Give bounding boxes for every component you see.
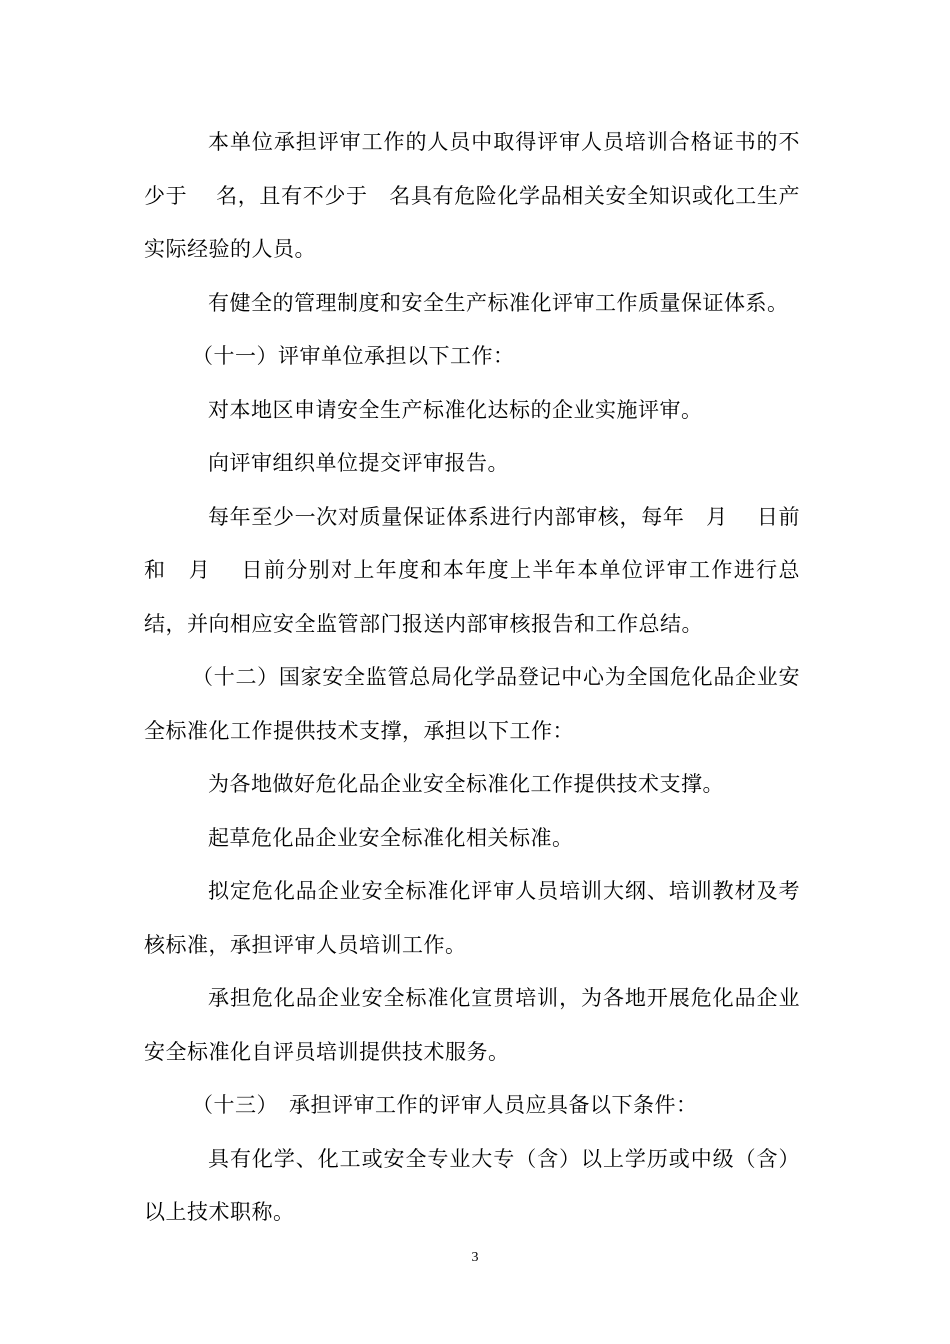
paragraph-3: 对本地区申请安全生产标准化达标的企业实施评审。 — [208, 397, 703, 422]
paragraph-6: 为各地做好危化品企业安全标准化工作提供技术支撑。 — [208, 772, 724, 796]
section-heading-12: （十二）国家安全监管总局化学品登记中心为全国危化品企业安全标准化工作提供技术支撑，承担以下工作： — [144, 665, 800, 743]
document-body — [144, 116, 800, 1240]
paragraph-2: 有健全的管理制度和安全生产标准化评审工作质量保证体系。 — [208, 290, 789, 315]
paragraph-10: 具有化学、化工或安全专业大专（含）以上学历或中级（含）以上技术职称。 — [144, 1146, 800, 1224]
section-heading-13: （十三） 承担评审工作的评审人员应具备以下条件： — [192, 1093, 698, 1117]
paragraph-7: 起草危化品企业安全标准化相关标准。 — [208, 825, 574, 850]
paragraph-8: 拟定危化品企业安全标准化评审人员培训大纲、培训教材及考核标准，承担评审人员培训工作。 — [144, 879, 800, 957]
paragraph-9: 承担危化品企业安全标准化宣贯培训，为各地开展危化品企业安全标准化自评员培训提供技术服务。 — [144, 986, 800, 1064]
page-number: 3 — [471, 1250, 479, 1265]
section-heading-11: （十一）评审单位承担以下工作： — [192, 344, 515, 368]
paragraph-5: 每年至少一次对质量保证体系进行内部审核，每年 月 日前和 月 日前分别对上年度和本年度上半年本单位评审工作进行总结，并向相应安全监管部门报送内部审核报告和工作总结。 — [144, 504, 800, 636]
paragraph-1: 本单位承担评审工作的人员中取得评审人员培训合格证书的不少于 名，且有不少于 名具有危险化学品相关安全知识或化工生产实际经验的人员。 — [144, 130, 800, 261]
paragraph-4: 向评审组织单位提交评审报告。 — [208, 451, 509, 475]
